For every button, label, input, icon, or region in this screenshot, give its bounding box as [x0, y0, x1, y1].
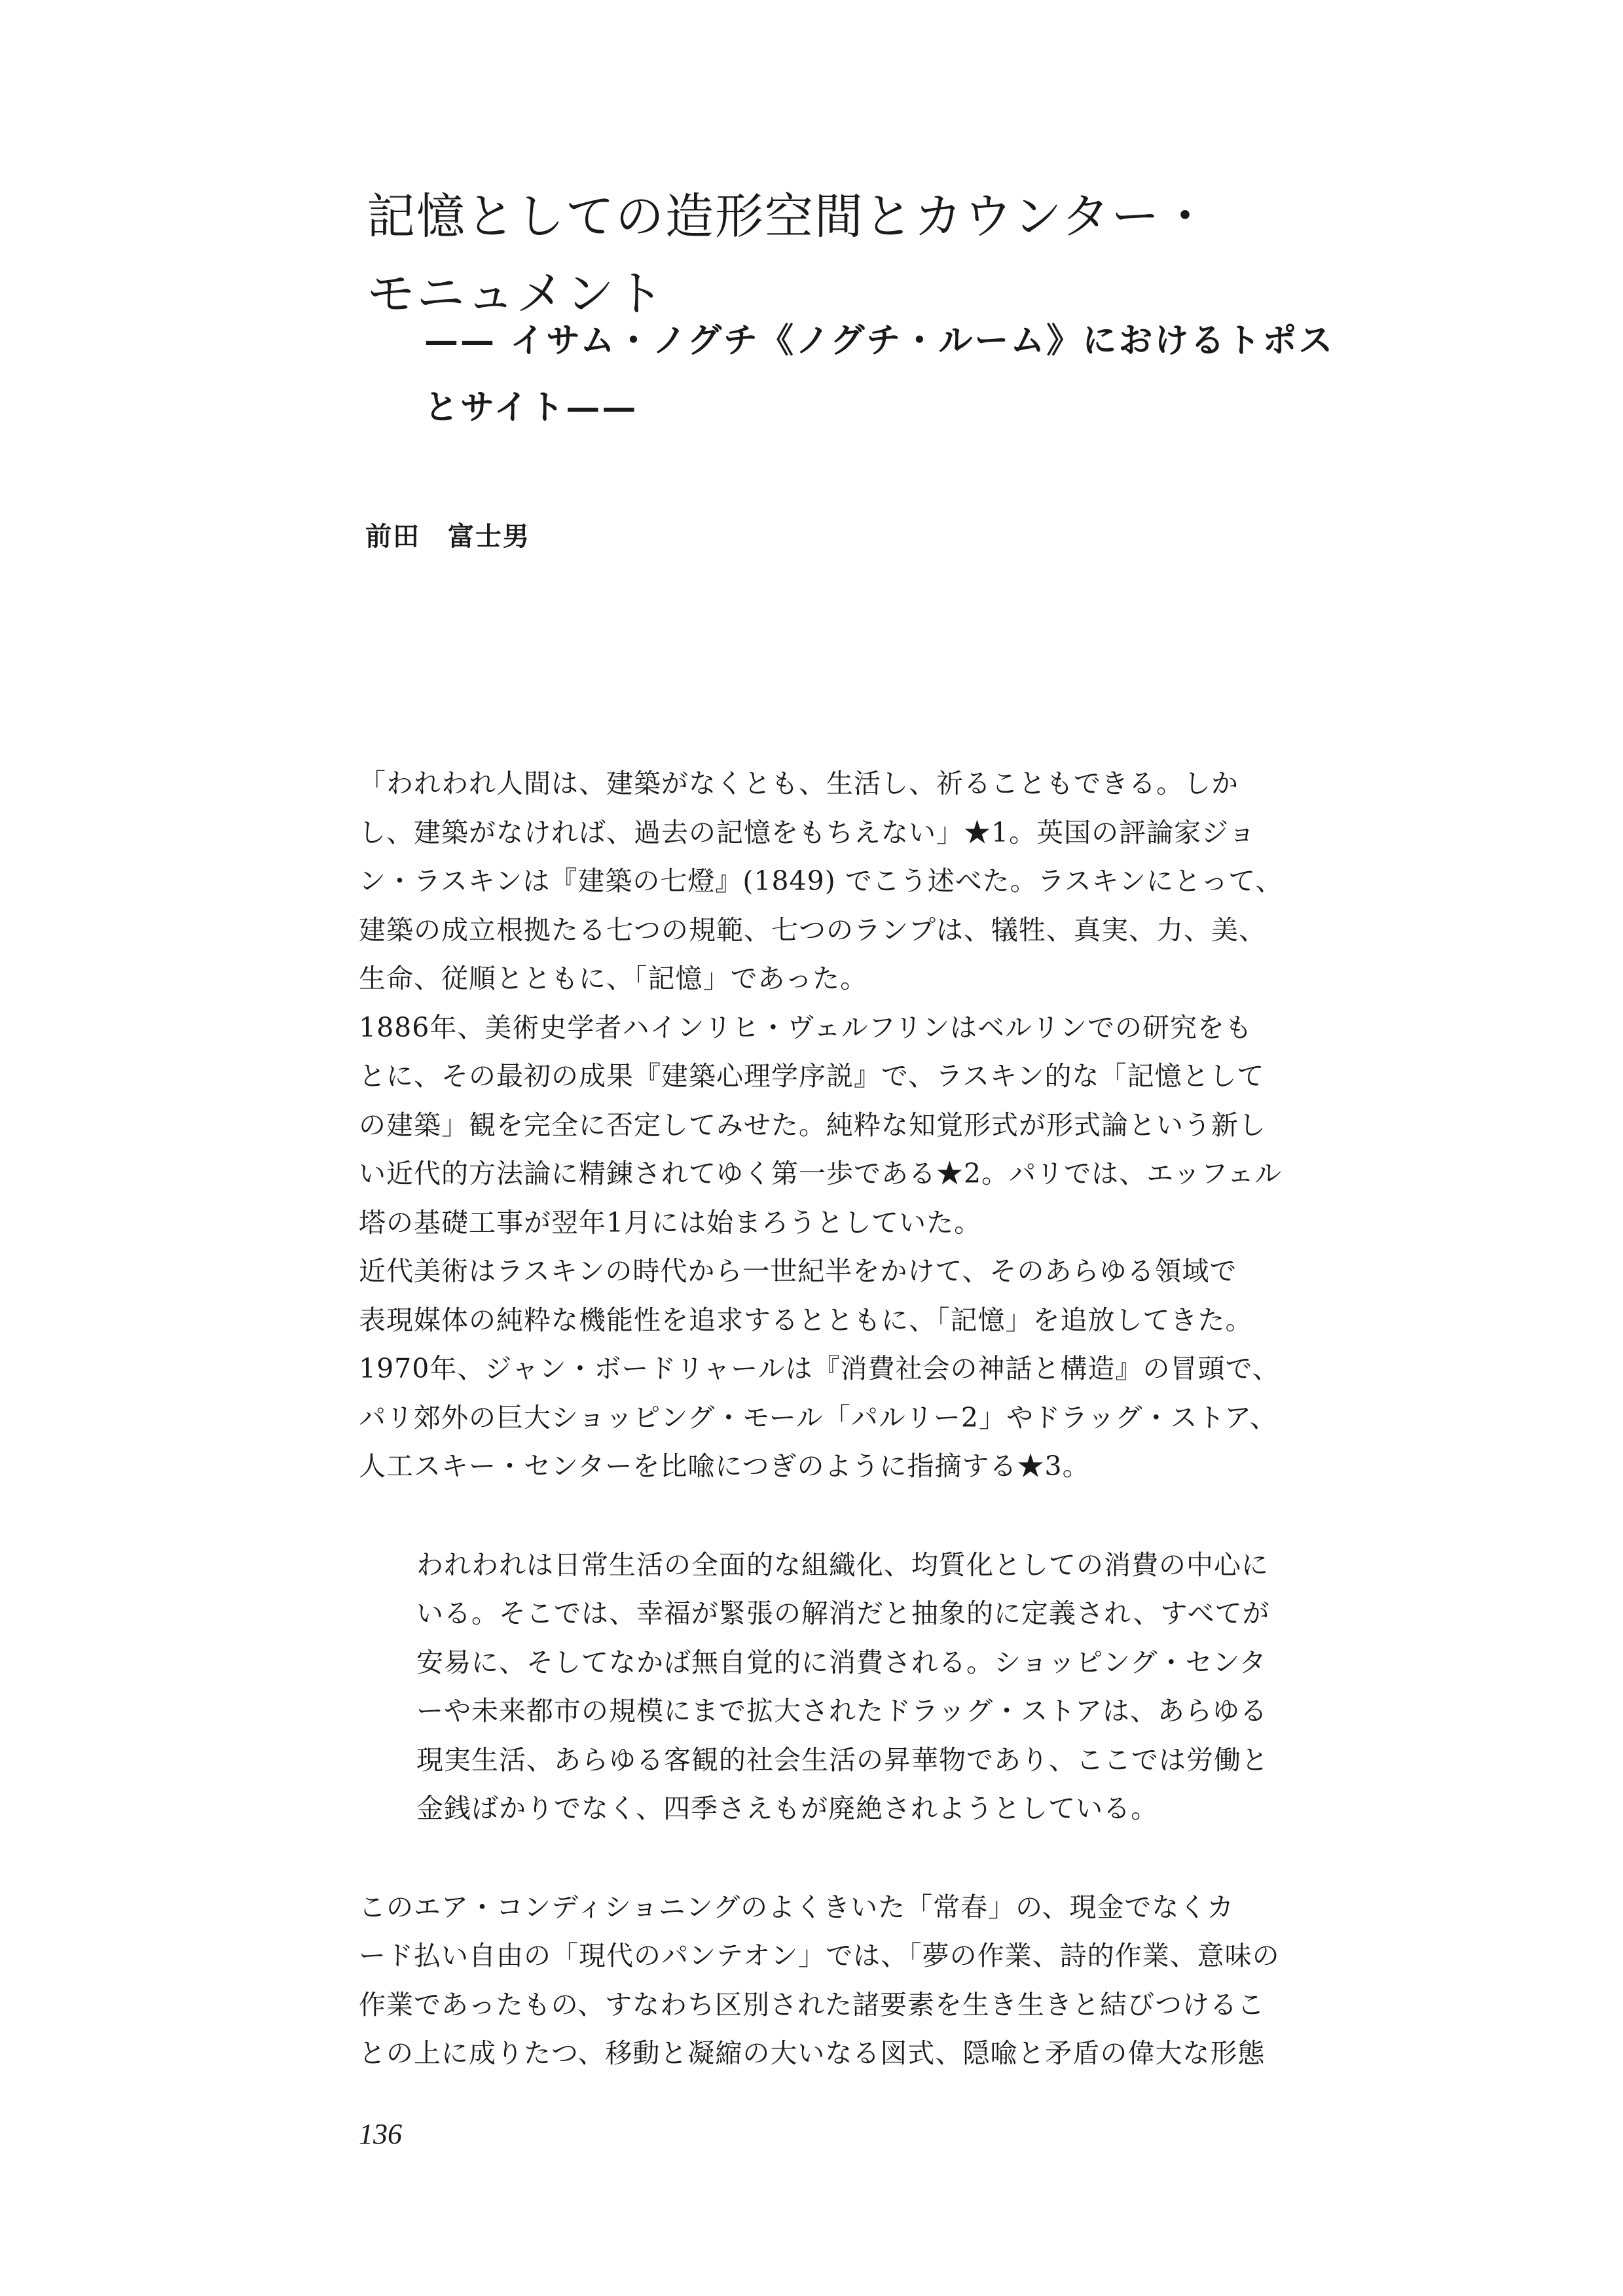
- article-subtitle: [424, 308, 1335, 441]
- spacer: [359, 1833, 1262, 1883]
- quote-line: 金銭ばかりでなく、四季さえもが廃絶されようとしている。: [416, 1793, 1159, 1824]
- text-line: 作業であったもの、すなわち区別された諸要素を生き生きと結びつけるこ: [359, 1988, 1265, 2020]
- title-line: モニュメント: [367, 266, 665, 322]
- text-line: 表現媒体の純粋な機能性を追求するとともに、「記憶」を追放してきた。: [359, 1304, 1253, 1336]
- text-line: 1886年、美術史学者ハインリヒ・ヴェルフリンはベルリンでの研究をも: [359, 1011, 1253, 1043]
- spacer: [359, 1491, 1262, 1541]
- quote-line: いる。そこでは、幸福が緊張の解消だと抽象的に定義され、すべてが: [416, 1598, 1270, 1629]
- text-line: との上に成りたつ、移動と凝縮の大いなる図式、隠喩と矛盾の偉大な形態: [359, 2037, 1266, 2069]
- text-line: とに、その最初の成果『建築心理学序説』で、ラスキン的な「記憶として: [359, 1060, 1265, 1092]
- text-line: 近代美術はラスキンの時代から一世紀半をかけて、そのあらゆる領域で: [359, 1255, 1237, 1287]
- text-line: ード払い自由の「現代のパンテオン」では、「夢の作業、詩的作業、意味の: [359, 1940, 1280, 1971]
- text-line: 塔の基礎工事が翌年1月には始まろうとしていた。: [359, 1206, 982, 1238]
- block-quote: [359, 1541, 1270, 1833]
- paragraph-2: [359, 1003, 1283, 1247]
- article-body: [359, 759, 1283, 2078]
- paragraph-3: [359, 1247, 1280, 1491]
- paragraph-1: [359, 759, 1283, 1003]
- quote-line: 現実生活、あらゆる客観的社会生活の昇華物であり、ここでは労働と: [416, 1744, 1269, 1776]
- text-line: 1970年、ジャン・ボードリャールは『消費社会の神話と構造』の冒頭で、: [359, 1353, 1280, 1384]
- text-line: し、建築がなければ、過去の記憶をもちえない」★1。英国の評論家ジョ: [359, 816, 1256, 848]
- text-line: 「われわれ人間は、建築がなくとも、生活し、祈ることもできる。しか: [359, 768, 1239, 799]
- subtitle-line: とサイト——: [424, 387, 638, 427]
- text-line: の建築」観を完全に否定してみせた。純粋な知覚形式が形式論という新し: [359, 1109, 1266, 1141]
- text-line: このエア・コンディショニングのよくきいた「常春」の、現金でなくカ: [359, 1891, 1235, 1923]
- page-number: 136: [359, 2118, 402, 2150]
- text-line: パリ郊外の巨大ショッピング・モール「パルリー2」やドラッグ・ストア、: [359, 1401, 1277, 1433]
- author-name: 前田 富士男: [365, 522, 530, 552]
- paragraph-4: [359, 1883, 1280, 2078]
- quote-line: ーや未来都市の規模にまで拡大されたドラッグ・ストアは、あらゆる: [416, 1695, 1267, 1727]
- text-line: 建築の成立根拠たる七つの規範、七つのランプは、犠牲、真実、力、美、: [359, 914, 1266, 946]
- title-line: 記憶としての造形空間とカウンター・: [367, 188, 1211, 245]
- text-line: い近代的方法論に精錬されてゆく第一歩である★2。パリでは、エッフェル: [359, 1158, 1283, 1189]
- quote-line: 安易に、そしてなかば無自覚的に消費される。ショッピング・センタ: [416, 1646, 1267, 1678]
- subtitle-line: —— イサム・ノグチ《ノグチ・ルーム》におけるトポス: [424, 321, 1335, 361]
- quote-line: われわれは日常生活の全面的な組織化、均質化としての消費の中心に: [416, 1549, 1269, 1581]
- text-line: 生命、従順とともに、「記憶」であった。: [359, 963, 868, 994]
- text-line: 人工スキー・センターを比喩につぎのように指摘する★3。: [359, 1450, 1090, 1482]
- text-line: ン・ラスキンは『建築の七燈』(1849) でこう述べた。ラスキンにとって、: [359, 865, 1283, 897]
